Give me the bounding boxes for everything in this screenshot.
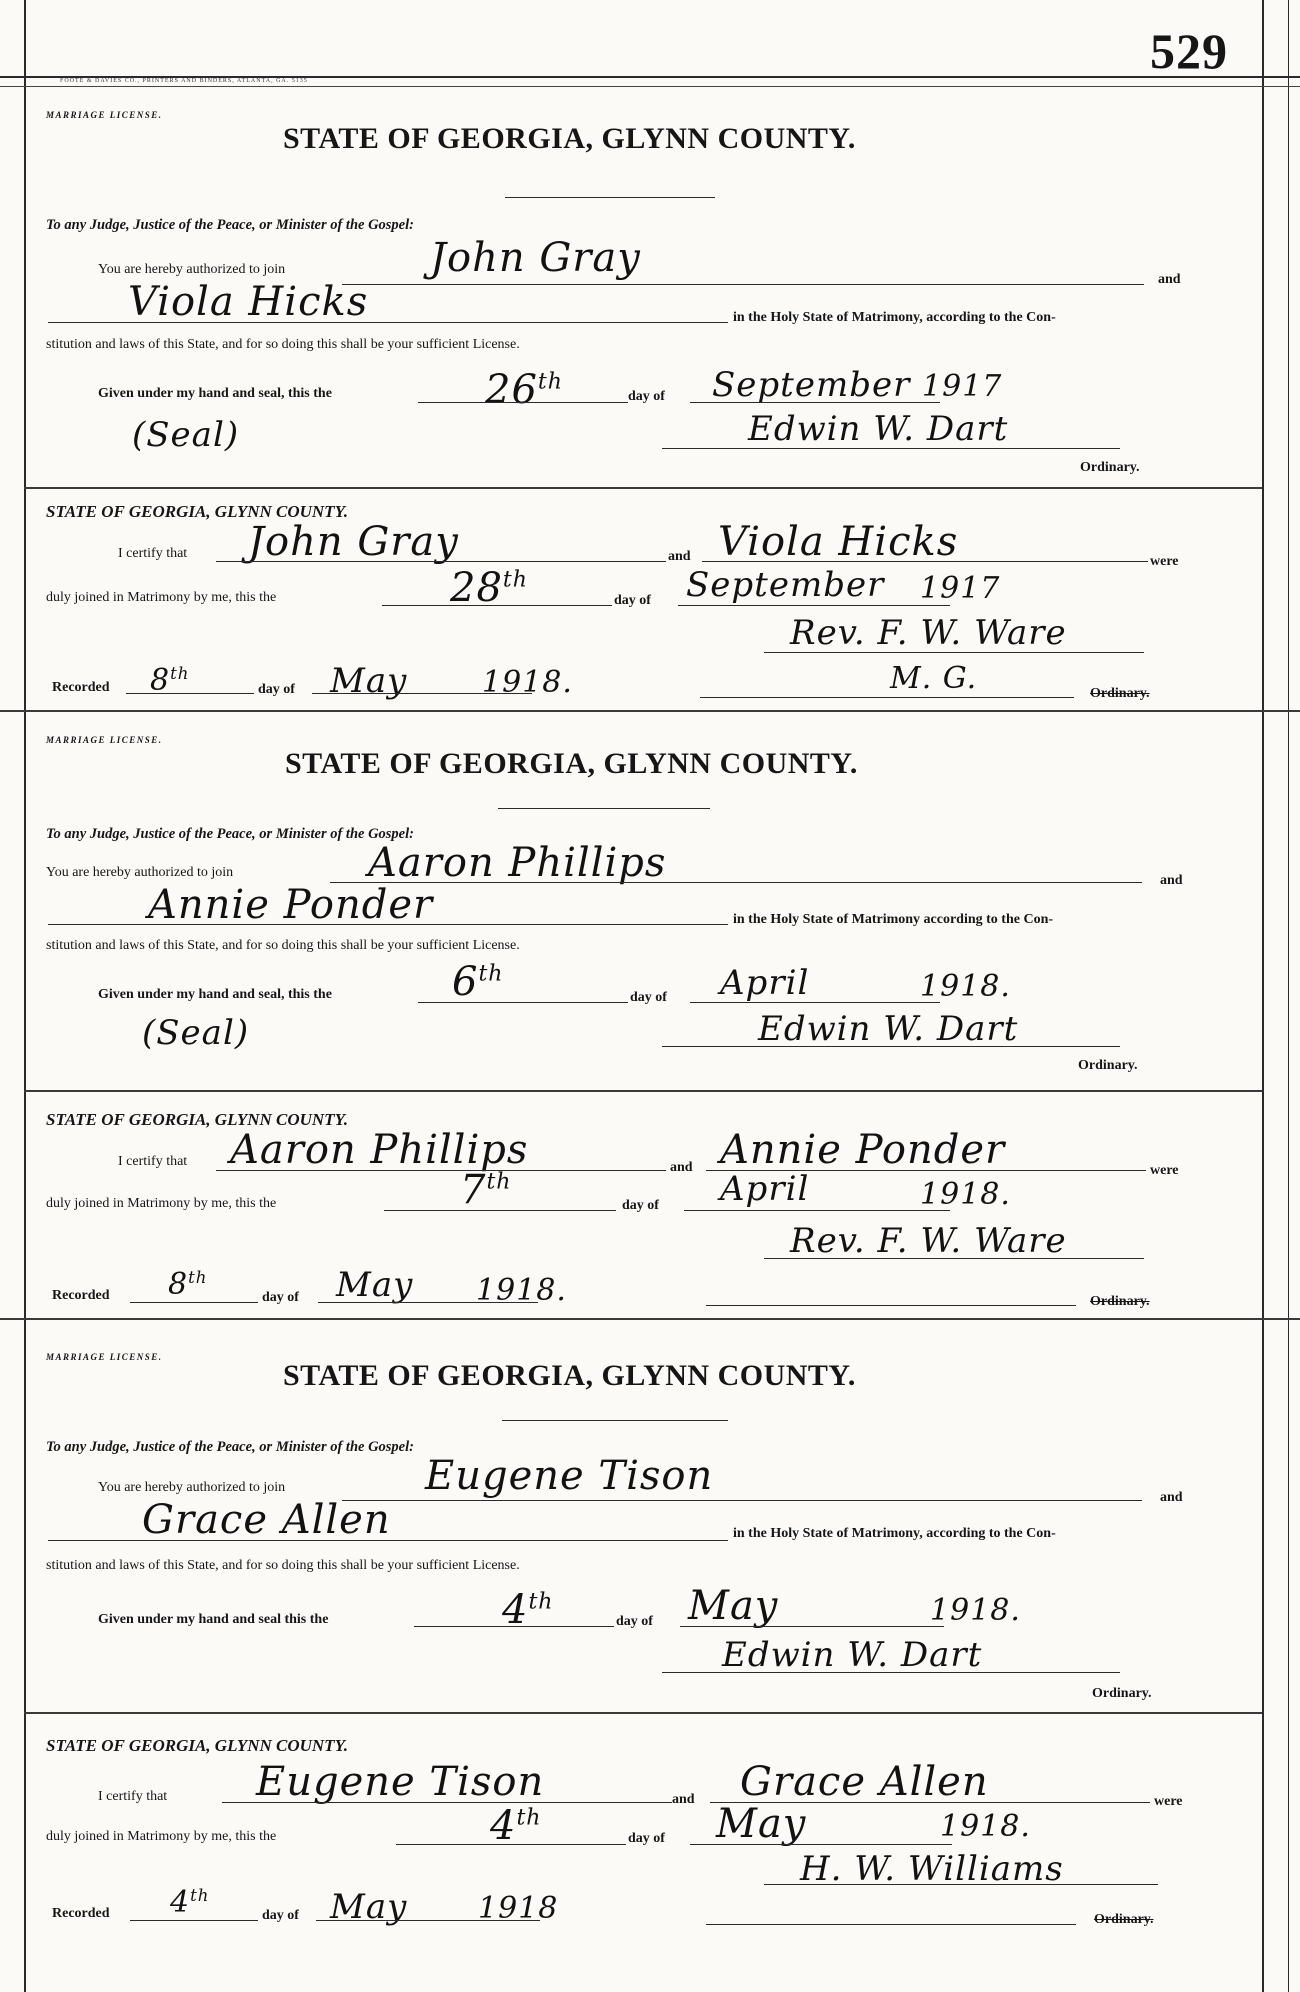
recorded-day: 8th: [150, 663, 190, 698]
authorized-text: You are hereby authorized to join: [98, 262, 286, 277]
were-text: were: [1150, 1163, 1179, 1178]
license-month: May: [688, 1583, 779, 1629]
ordinary-label: Ordinary.: [1092, 1686, 1152, 1701]
cert-and-text: and: [672, 1792, 695, 1807]
certificate-title: STATE OF GEORGIA, GLYNN COUNTY.: [46, 502, 348, 521]
seal-mark: (Seal): [132, 415, 240, 455]
license-month: April: [720, 963, 810, 1003]
marriage-month: April: [720, 1169, 810, 1209]
ordinary-label: Ordinary.: [1078, 1058, 1138, 1073]
marriage-year: 1918.: [920, 1177, 1011, 1212]
stitution-text: stitution and laws of this State, and for so doing this shall be your sufficient License.: [46, 938, 520, 953]
license-caption: MARRIAGE LICENSE.: [46, 110, 163, 120]
officiant-signature: H. W. Williams: [800, 1849, 1064, 1889]
recorded-day-of-text: day of: [258, 682, 295, 697]
officiant-title-line: [706, 1924, 1076, 1925]
license-date-line: [690, 1002, 940, 1003]
officiant-line: [764, 652, 1144, 653]
license-day-line: [418, 1002, 628, 1003]
certify-text: I certify that: [118, 546, 188, 561]
given-text: Given under my hand and seal, this the: [98, 987, 332, 1002]
cert-and-text: and: [668, 549, 691, 564]
officiant-signature: Rev. F. W. Ware: [790, 613, 1067, 653]
recorded-text: Recorded: [52, 1288, 110, 1303]
groom-name: Eugene Tison: [425, 1453, 714, 1499]
marriage-date-line: [690, 1844, 952, 1845]
title-underline: [502, 1420, 728, 1421]
cert-bride-name: Grace Allen: [740, 1759, 989, 1805]
license-day-line: [414, 1626, 614, 1627]
recorded-text: Recorded: [52, 680, 110, 695]
officiant-title-line: [706, 1305, 1076, 1306]
certificate-title: STATE OF GEORGIA, GLYNN COUNTY.: [46, 1736, 348, 1755]
license-day: 26th: [485, 367, 563, 413]
cert-groom-line: [216, 1170, 666, 1171]
were-text: were: [1150, 554, 1179, 569]
printer-imprint: FOOTE & DAVIES CO., PRINTERS AND BINDERS, ATLANTA, GA. 5135: [60, 78, 308, 84]
signature-line: [662, 448, 1120, 449]
cert-bride-line: [702, 561, 1148, 562]
recorded-month: May: [330, 1887, 408, 1927]
bride-line: [48, 1540, 728, 1541]
cert-groom-name: John Gray: [248, 519, 459, 565]
cert-day-of-text: day of: [628, 1831, 665, 1846]
day-of-text: day of: [628, 389, 665, 404]
title-underline: [505, 197, 715, 198]
signature-line: [662, 1672, 1120, 1673]
recorded-date-line: [318, 1302, 538, 1303]
address-line: To any Judge, Justice of the Peace, or Minister of the Gospel:: [46, 217, 414, 233]
record-divider: [0, 1318, 1300, 1320]
ordinary-signature: Edwin W. Dart: [748, 409, 1009, 449]
certify-text: I certify that: [118, 1154, 188, 1169]
recorded-day-of-text: day of: [262, 1290, 299, 1305]
ordinary-label: Ordinary.: [1080, 460, 1140, 475]
license-title: STATE OF GEORGIA, GLYNN COUNTY.: [283, 122, 856, 155]
groom-name: John Gray: [430, 235, 641, 281]
given-text: Given under my hand and seal, this the: [98, 386, 332, 401]
marriage-year: 1918.: [940, 1809, 1031, 1844]
officiant-title: M. G.: [890, 661, 978, 696]
bride-name: Grace Allen: [142, 1497, 391, 1543]
and-text: and: [1160, 1490, 1183, 1505]
day-of-text: day of: [630, 990, 667, 1005]
recorded-day: 4th: [170, 1885, 210, 1920]
right-edge-line: [1288, 0, 1289, 1992]
certificate-title: STATE OF GEORGIA, GLYNN COUNTY.: [46, 1110, 348, 1129]
bride-name: Viola Hicks: [128, 279, 369, 325]
license-day: 4th: [502, 1587, 554, 1633]
cert-groom-name: Eugene Tison: [256, 1759, 545, 1805]
recorded-year: 1918.: [482, 665, 573, 700]
license-year: 1917: [922, 369, 1003, 404]
holy-state-text: in the Holy State of Matrimony according to the Con-: [733, 912, 1054, 927]
license-year: 1918.: [930, 1593, 1021, 1628]
groom-line: [330, 882, 1142, 883]
license-title: STATE OF GEORGIA, GLYNN COUNTY.: [285, 747, 858, 780]
ordinary-struck: Ordinary.: [1090, 1294, 1150, 1309]
recorded-day-line: [130, 1302, 258, 1303]
address-line: To any Judge, Justice of the Peace, or Minister of the Gospel:: [46, 1439, 414, 1455]
cert-and-text: and: [670, 1160, 693, 1175]
recorded-month: May: [336, 1265, 414, 1305]
joined-text: duly joined in Matrimony by me, this the: [46, 1829, 277, 1844]
marriage-day-line: [382, 605, 612, 606]
recorded-date-line: [316, 1920, 540, 1921]
authorized-text: You are hereby authorized to join: [46, 865, 234, 880]
cert-groom-line: [216, 561, 666, 562]
record-divider: [0, 710, 1300, 712]
license-day: 6th: [452, 959, 504, 1005]
marriage-day-line: [384, 1210, 616, 1211]
stitution-text: stitution and laws of this State, and for so doing this shall be your sufficient License.: [46, 337, 520, 352]
section-separator: [24, 1712, 1262, 1714]
address-line: To any Judge, Justice of the Peace, or Minister of the Gospel:: [46, 826, 414, 842]
marriage-month: May: [716, 1801, 807, 1847]
groom-line: [342, 284, 1144, 285]
stitution-text: stitution and laws of this State, and for so doing this shall be your sufficient License.: [46, 1558, 520, 1573]
officiant-line: [764, 1884, 1158, 1885]
top-border-inner: [0, 86, 1300, 87]
license-month: September: [712, 365, 911, 405]
left-margin-line: [24, 0, 26, 1992]
license-date-line: [680, 1626, 944, 1627]
and-text: and: [1160, 873, 1183, 888]
recorded-year: 1918.: [476, 1273, 567, 1308]
recorded-day-line: [130, 1920, 258, 1921]
groom-name: Aaron Phillips: [368, 840, 667, 886]
license-day-line: [418, 402, 628, 403]
joined-text: duly joined in Matrimony by me, this the: [46, 590, 277, 605]
ordinary-struck: Ordinary.: [1094, 1912, 1154, 1927]
license-caption: MARRIAGE LICENSE.: [46, 1352, 163, 1362]
marriage-day-line: [396, 1844, 626, 1845]
marriage-month: September: [686, 565, 885, 605]
holy-state-text: in the Holy State of Matrimony, according to the Con-: [733, 310, 1056, 325]
bride-line: [48, 924, 728, 925]
cert-day-of-text: day of: [622, 1198, 659, 1213]
marriage-day: 28th: [450, 565, 528, 611]
recorded-date-line: [312, 693, 532, 694]
signature-line: [662, 1046, 1120, 1047]
license-caption: MARRIAGE LICENSE.: [46, 735, 163, 745]
cert-day-of-text: day of: [614, 593, 651, 608]
joined-text: duly joined in Matrimony by me, this the: [46, 1196, 277, 1211]
ordinary-signature: Edwin W. Dart: [758, 1009, 1019, 1049]
marriage-year: 1917: [920, 571, 1001, 606]
marriage-day: 4th: [490, 1803, 542, 1849]
section-separator: [24, 487, 1262, 489]
authorized-text: You are hereby authorized to join: [98, 1480, 286, 1495]
bride-name: Annie Ponder: [148, 882, 434, 928]
cert-bride-name: Viola Hicks: [718, 519, 959, 565]
page-number: 529: [1150, 23, 1228, 79]
officiant-line: [764, 1258, 1144, 1259]
marriage-day: 7th: [460, 1167, 512, 1213]
given-text: Given under my hand and seal this the: [98, 1612, 329, 1627]
ordinary-signature: Edwin W. Dart: [722, 1635, 983, 1675]
recorded-year: 1918: [478, 1891, 559, 1926]
holy-state-text: in the Holy State of Matrimony, according to the Con-: [733, 1526, 1056, 1541]
right-margin-line: [1262, 0, 1264, 1992]
were-text: were: [1154, 1794, 1183, 1809]
groom-line: [342, 1500, 1142, 1501]
section-separator: [24, 1090, 1262, 1092]
cert-bride-name: Annie Ponder: [720, 1127, 1006, 1173]
and-text: and: [1158, 272, 1181, 287]
ordinary-struck: Ordinary.: [1090, 686, 1150, 701]
license-title: STATE OF GEORGIA, GLYNN COUNTY.: [283, 1359, 856, 1392]
license-date-line: [690, 402, 940, 403]
bride-line: [48, 322, 728, 323]
cert-groom-name: Aaron Phillips: [230, 1127, 529, 1173]
marriage-date-line: [678, 605, 950, 606]
recorded-text: Recorded: [52, 1906, 110, 1921]
officiant-signature: Rev. F. W. Ware: [790, 1221, 1067, 1261]
day-of-text: day of: [616, 1614, 653, 1629]
officiant-title-line: [700, 697, 1074, 698]
title-underline: [498, 808, 710, 809]
recorded-month: May: [330, 661, 408, 701]
certify-text: I certify that: [98, 1789, 168, 1804]
recorded-day: 8th: [168, 1267, 208, 1302]
recorded-day-of-text: day of: [262, 1908, 299, 1923]
recorded-day-line: [126, 693, 254, 694]
cert-groom-line: [222, 1802, 672, 1803]
license-year: 1918.: [920, 969, 1011, 1004]
seal-mark: (Seal): [142, 1013, 250, 1053]
marriage-date-line: [684, 1210, 950, 1211]
